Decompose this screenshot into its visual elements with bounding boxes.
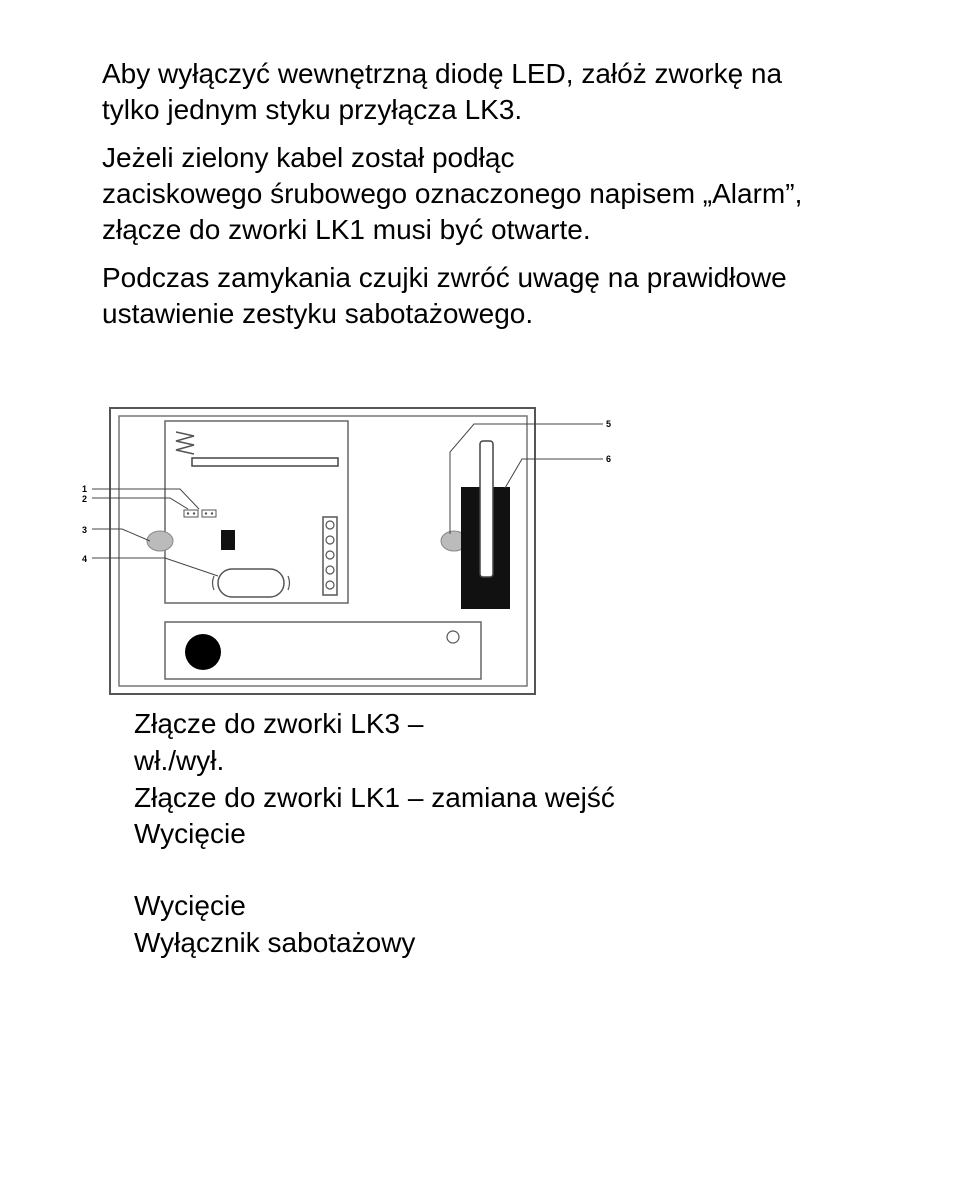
terminal-screw: [326, 551, 334, 559]
leader-line-6: [505, 459, 603, 488]
legend-item: Złącze do zworki LK3 –: [134, 708, 424, 739]
jumper-pin: [211, 512, 213, 514]
lens-dot: [185, 634, 221, 670]
cutout-left: [147, 531, 173, 551]
terminal-screw: [326, 566, 334, 574]
terminal-screw: [326, 536, 334, 544]
paragraph-line: tylko jednym styku przyłącza LK3.: [102, 94, 523, 125]
paragraph-line: ustawienie zestyku sabotażowego.: [102, 298, 534, 329]
capsule-component: [218, 569, 284, 597]
callout-5: 5: [606, 419, 612, 429]
legend-item: Wyłącznik sabotażowy: [134, 927, 416, 958]
callout-6: 6: [606, 454, 612, 464]
jumper-pin: [205, 512, 207, 514]
legend-item: wł./wył.: [134, 745, 225, 776]
paragraph-line: zaciskowego śrubowego oznaczonego napisem „Alarm”,: [102, 178, 803, 209]
pcb-board: [165, 421, 348, 603]
jumper-pin: [193, 512, 195, 514]
paragraph-line: Podczas zamykania czujki zwróć uwagę na prawidłowe: [102, 262, 787, 293]
paragraph-line: złącze do zworki LK1 musi być otwarte.: [102, 214, 591, 245]
jumper-pin: [187, 512, 189, 514]
leader-line-3: [92, 529, 150, 541]
paragraph-led: [102, 56, 782, 128]
paragraph-line: Jeżeli zielony kabel został podłąc: [102, 142, 515, 173]
jumper-lk3: [184, 510, 198, 517]
paragraph-tamper: [102, 260, 787, 332]
legend-item: Złącze do zworki LK1 – zamiana wejść: [134, 782, 615, 813]
callout-2: 2: [82, 494, 88, 504]
callout-4: 4: [82, 554, 88, 564]
jumper-lk1: [202, 510, 216, 517]
screw-hole: [447, 631, 459, 643]
leader-line-2: [92, 498, 188, 509]
tamper-plunger: [480, 441, 493, 577]
detector-board-diagram: [78, 400, 638, 700]
paragraph-line: Aby wyłączyć wewnętrzną diodę LED, załóż zworkę na: [102, 58, 783, 89]
callout-1: 1: [82, 484, 88, 494]
terminal-screw: [326, 521, 334, 529]
callout-3: 3: [82, 525, 88, 535]
legend-item: Wycięcie: [134, 890, 246, 921]
paragraph-green-cable: [102, 140, 802, 248]
capsule-lead: [288, 576, 290, 590]
terminal-screw: [326, 581, 334, 589]
capsule-lead: [213, 576, 215, 590]
pcb-strip: [192, 458, 338, 466]
chip: [221, 530, 235, 550]
legend-item: Wycięcie: [134, 818, 246, 849]
spring-icon: [176, 432, 194, 454]
